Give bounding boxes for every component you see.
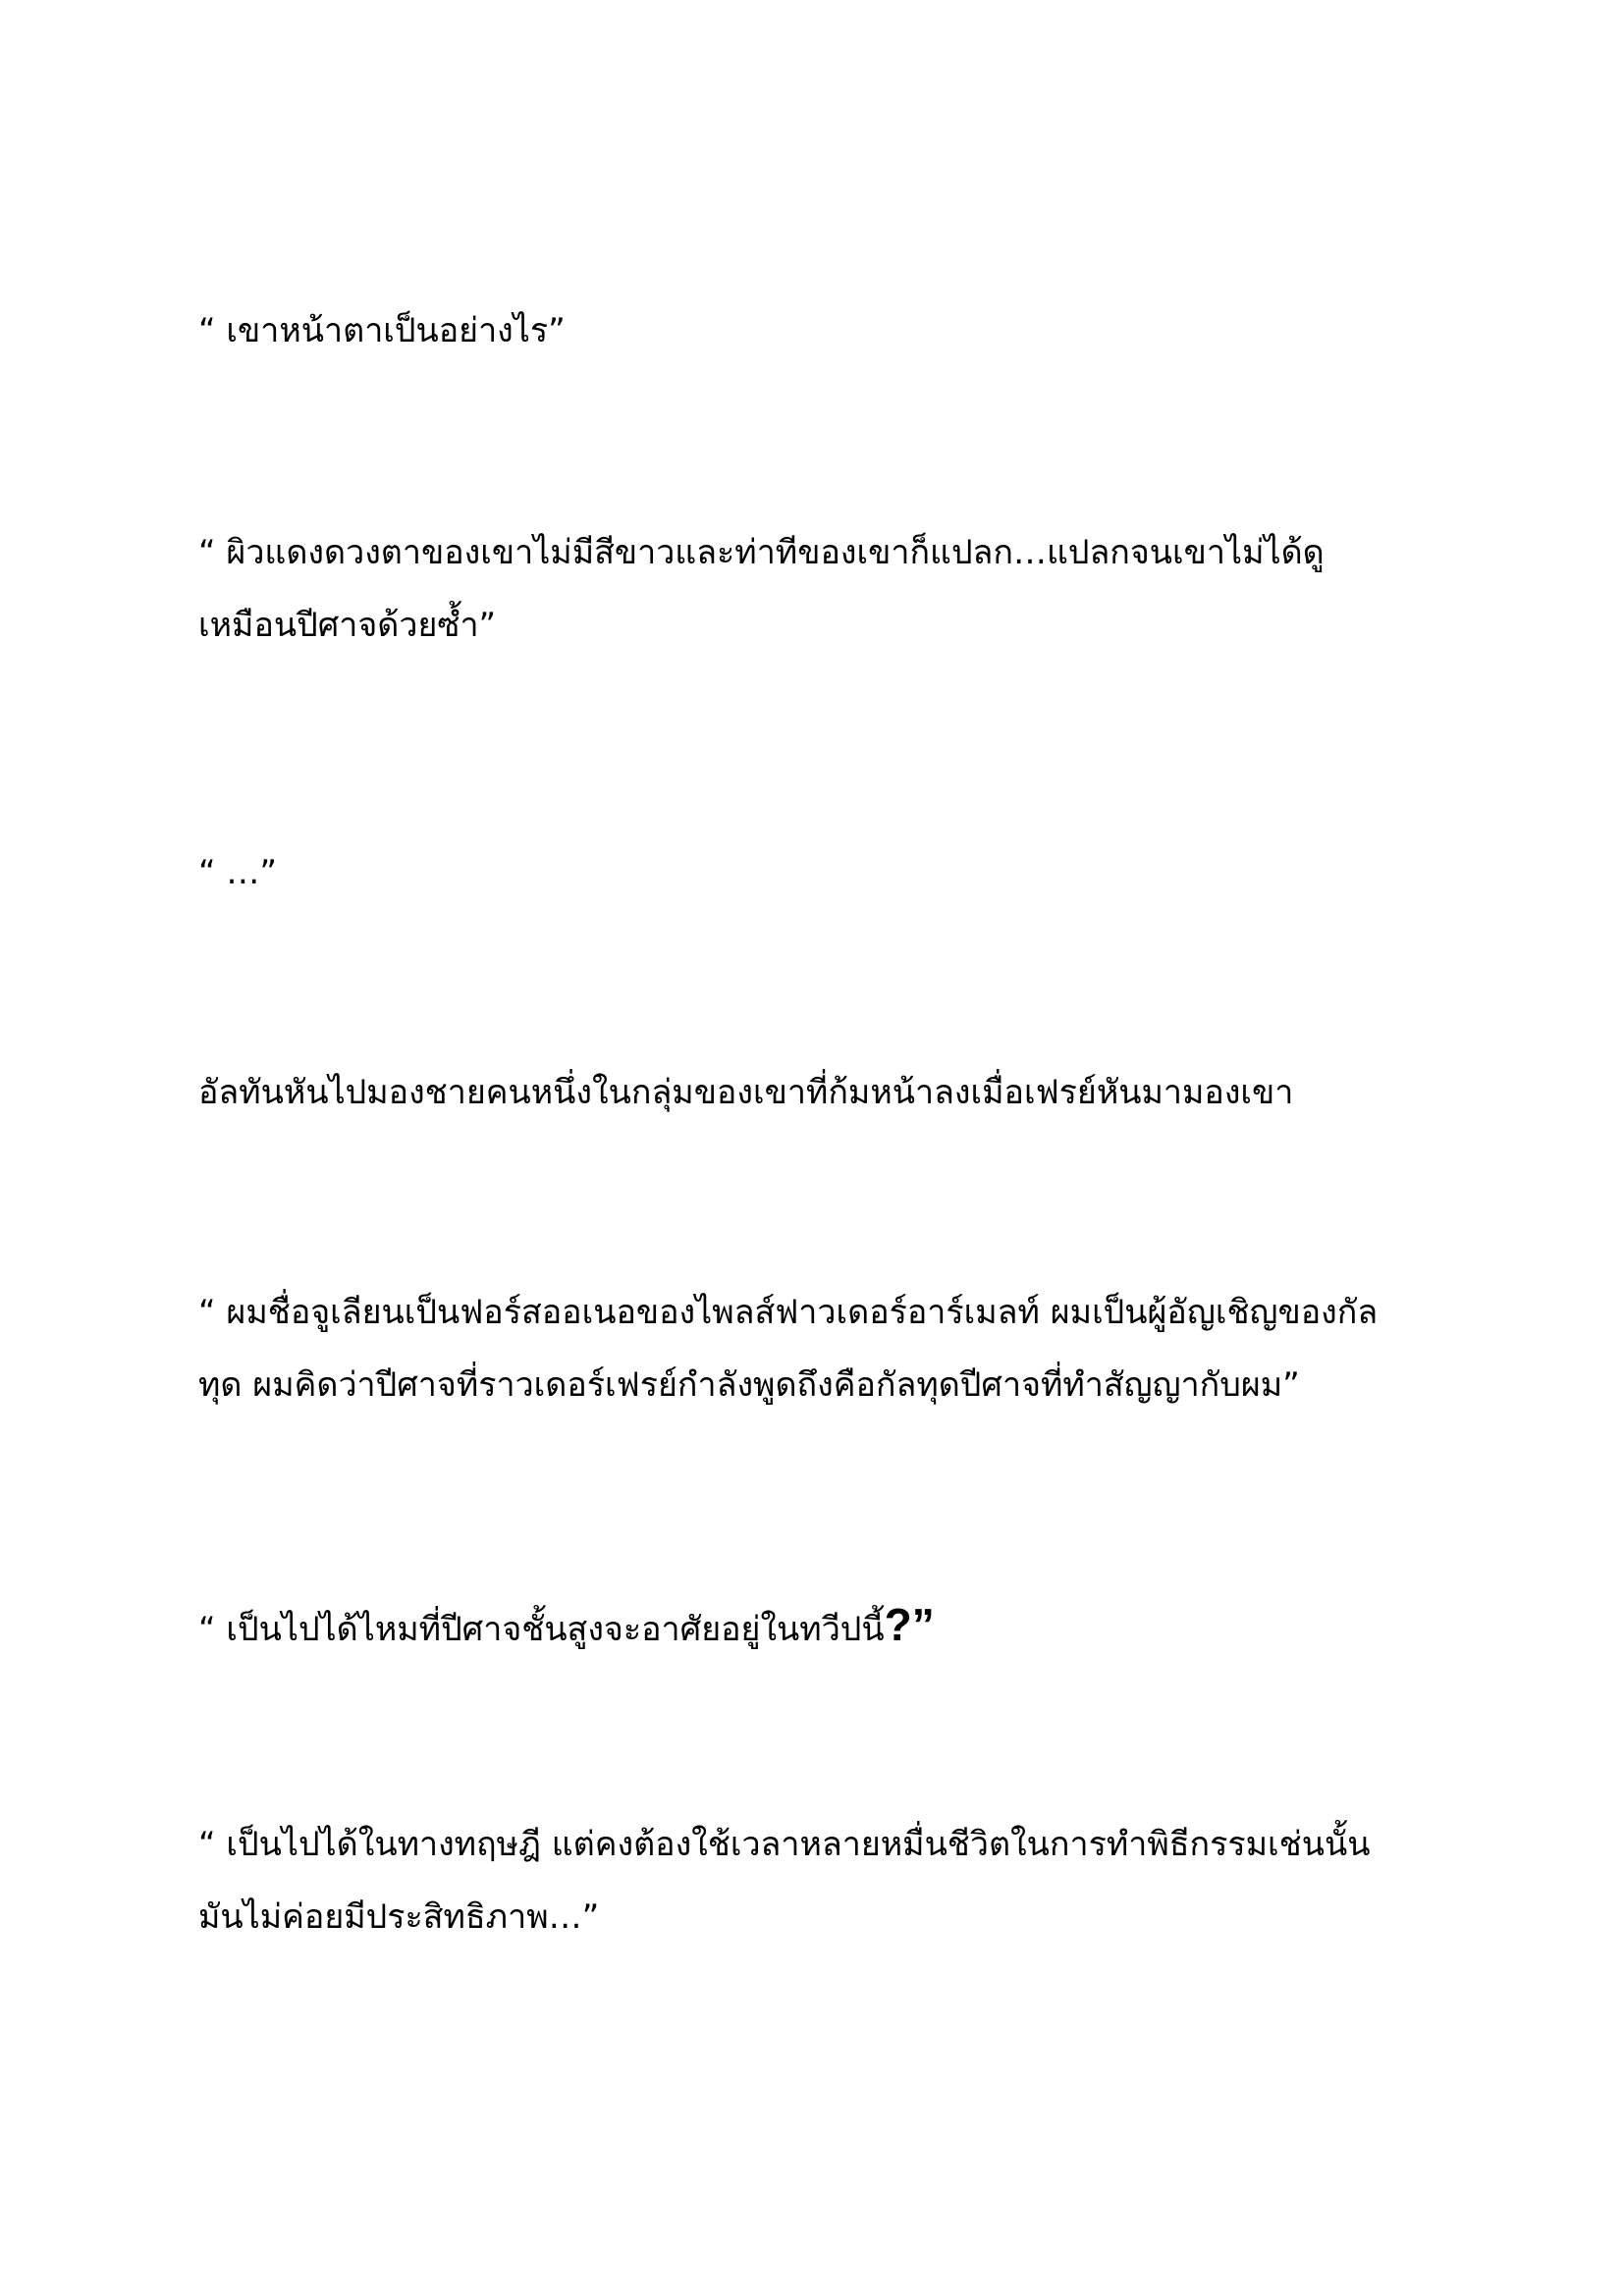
paragraph-line: “ เป็นไปได้ในทางทฤษฎี แต่คงต้องใช้เวลาหลายหมื่นชีวิตในการทำพิธีกรรมเช่นนั้น <box>198 1825 1371 1864</box>
paragraph-line <box>198 1588 1475 1666</box>
paragraph-6 <box>198 1588 1475 1666</box>
paragraph-line: เหมือนปีศาจด้วยซ้ำ” <box>198 606 497 645</box>
paragraph-line: “ ผมชื่อจูเลียนเป็นฟอร์สออเนอของไพลส์ฟาวเดอร์อาร์เมลท์ ผมเป็นผู้อัญเชิญของกัล <box>198 1293 1379 1332</box>
paragraph-line: อัลทันหันไปมองชายคนหนึ่งในกลุ่มของเขาที่ก้มหน้าลงเมื่อเฟรย์หันมามองเขา <box>198 1073 1294 1112</box>
paragraph-text: “ เป็นไปได้ไหมที่ปีศาจชั้นสูงจะอาศัยอยู่ในทวีปนี้ <box>198 1610 885 1649</box>
paragraph-line: ทุด ผมคิดว่าปีศาจที่ราวเดอร์เฟรย์กำลังพูดถึงคือกัลทุดปีศาจที่ทำสัญญากับผม” <box>198 1365 1300 1405</box>
question-mark-close-quote: ?” <box>884 1599 935 1650</box>
paragraph-7 <box>198 1808 1475 1953</box>
paragraph-2 <box>198 516 1475 662</box>
paragraph-3 <box>198 836 1475 909</box>
paragraph-line: “ เขาหน้าตาเป็นอย่างไร” <box>198 311 566 350</box>
paragraph-line: “ …” <box>198 853 278 892</box>
paragraph-line: “ ผิวแดงดวงตาของเขาไม่มีสีขาวและท่าทีของเขาก็แปลก…แปลกจนเขาไม่ได้ดู <box>198 533 1325 572</box>
paragraph-5 <box>198 1276 1475 1421</box>
paragraph-1 <box>198 294 1475 367</box>
paragraph-4 <box>198 1056 1475 1129</box>
paragraph-line: มันไม่ค่อยมีประสิทธิภาพ…” <box>198 1897 600 1937</box>
